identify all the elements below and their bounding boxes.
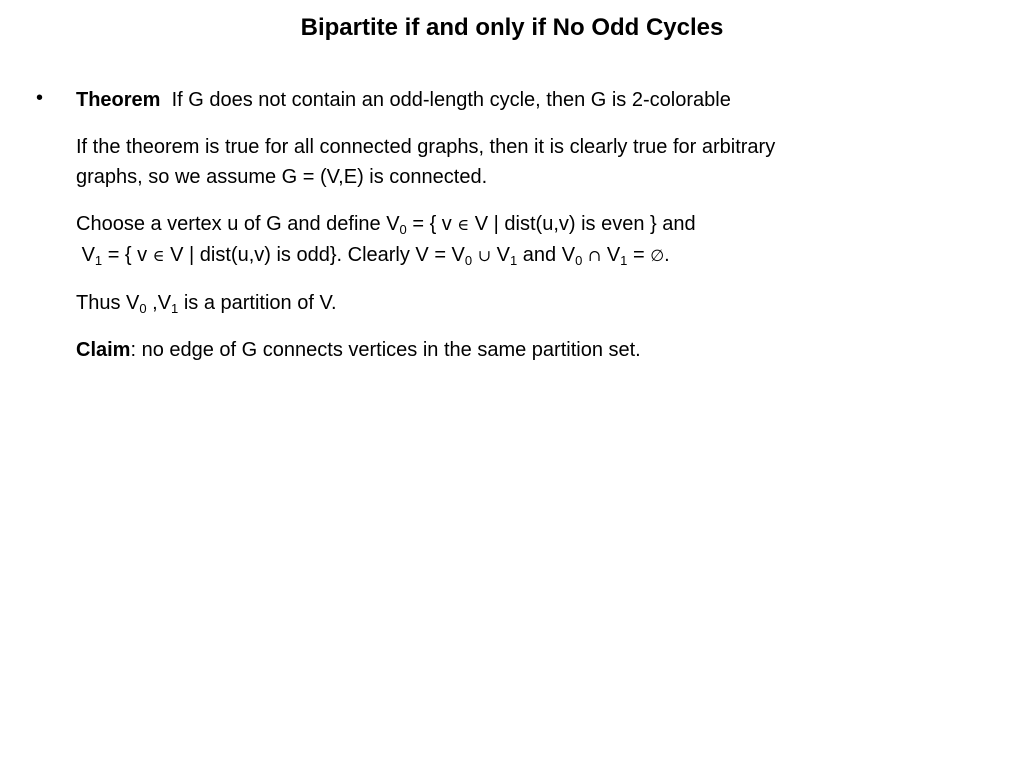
subscript-0: 0: [399, 222, 407, 237]
slide-body: [76, 85, 1006, 382]
partition-statement-paragraph: Thus $V_0$ $,V_1$ is a partition of V.: [76, 292, 337, 316]
subscript-1: 1: [94, 253, 103, 268]
theorem-text: If G does not contain an odd-length cycle, then G is 2-colorable: [171, 89, 731, 111]
partition-definition-paragraph: [76, 209, 1006, 271]
empty-set-symbol: ∅: [650, 246, 665, 265]
theorem-label: Theorem: [76, 89, 161, 111]
connected-line-2: graphs, so we assume G = (V,E) is connected.: [76, 166, 488, 188]
bullet-marker: •: [36, 87, 44, 109]
subscript-1: 1: [171, 301, 179, 316]
subscript-0: 0: [139, 301, 147, 316]
subscript-0: 0: [575, 253, 583, 268]
subscript-1: 1: [620, 253, 628, 268]
connected-assumption-paragraph: [76, 132, 1006, 192]
claim-paragraph: [76, 335, 1006, 365]
definition-line-2: $V_1$ = { v ∈ V | dist(u,v) is odd}. Clearly $V = V_0$ ∪ $V_1$ and $V_0$ ∩ $V_1$ = ∅.: [81, 244, 670, 268]
theorem-paragraph: [76, 85, 1006, 115]
union-symbol: ∪: [477, 246, 492, 265]
claim-label: Claim: [76, 339, 131, 361]
subscript-1: 1: [510, 253, 518, 268]
connected-line-1: If the theorem is true for all connected graphs, then it is clearly true for arbitrary: [76, 136, 776, 158]
subscript-0: 0: [464, 253, 473, 268]
claim-text: : no edge of G connects vertices in the same partition set.: [130, 339, 641, 361]
element-of-symbol: ∈: [152, 246, 165, 265]
element-of-symbol: ∈: [457, 215, 470, 234]
slide-title: Bipartite if and only if No Odd Cycles: [300, 14, 724, 41]
intersection-symbol: ∩: [587, 246, 602, 265]
definition-line-1: Choose a vertex u of G and define $V_0$ = { v ∈ V | dist(u,v) is even } and: [76, 213, 696, 237]
